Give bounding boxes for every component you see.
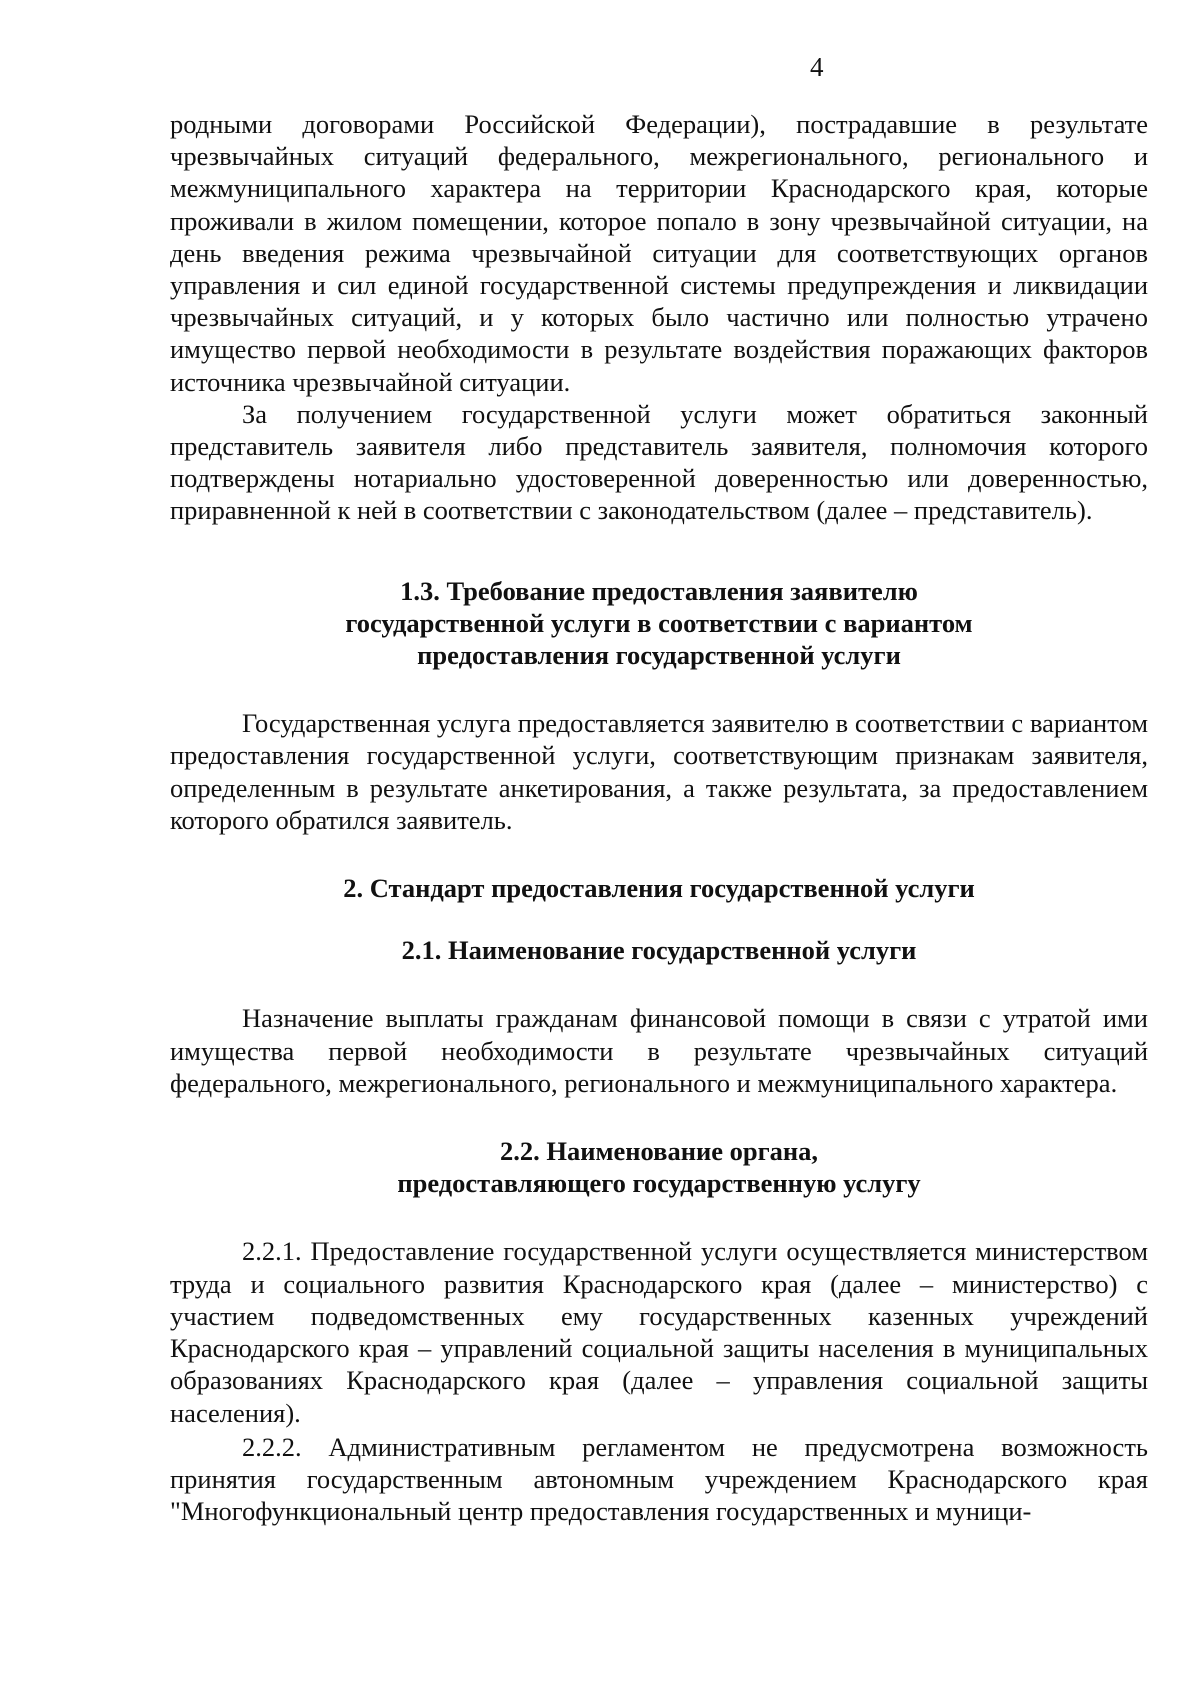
paragraph-2-2-1: 2.2.1. Предоставление государственной услуги осуществляется министерством труда и социального развития Краснодарского края (далее – министерство) с участием подведомственных ему государственных казенных учреждений Краснодарского края – управлений социальной защиты населения в муниципальных образованиях Краснодарского края (далее – управления социальной защиты населения). xyxy=(170,1236,1148,1428)
heading-2: 2. Стандарт предоставления государственной услуги xyxy=(343,873,975,904)
paragraph-representative: За получением государственной услуги может обратиться законный представитель заявителя либо представитель заявителя, полномочия которого подтверждены нотариально удостоверенной доверенностью или доверенностью, приравненной к ней в соответствии с законодательством (далее – представитель). xyxy=(170,398,1148,526)
paragraph-applicants-continuation: родными договорами Российской Федерации), пострадавшие в результате чрезвычайных ситуаций федерального, межрегионального, регионального и межмуниципального характера на территории Краснодарского края, которые проживали в жилом помещении, которое попало в зону чрезвычайной ситуации, на день введения режима чрезвычайной ситуации для соответствующих органов управления и сил единой государственной системы предупреждения и ликвидации чрезвычайных ситуаций, и у которых было частично или полностью утрачено имущество первой необходимости в результате воздействия поражающих факторов источника чрезвычайной ситуации. xyxy=(170,109,1148,397)
paragraph-2-2-2: 2.2.2. Административным регламентом не предусмотрена возможность принятия государственным автономным учреждением Краснодарского края "Многофункциональный центр предоставления государственных и муници- xyxy=(170,1431,1148,1527)
heading-1-3-line2: государственной услуги в соответствии с вариантом xyxy=(345,607,973,638)
paragraph-variant: Государственная услуга предоставляется заявителю в соответствии с вариантом предоставления государственной услуги, соответствующим признакам заявителя, определенным в результате анкетирования, а также результата, за предоставлением которого обратился заявитель. xyxy=(170,708,1148,835)
heading-2-2-line1: 2.2. Наименование органа, xyxy=(499,1136,819,1167)
page-number: 4 xyxy=(810,52,824,82)
heading-1-3-line1: 1.3. Требование предоставления заявителю xyxy=(400,575,918,606)
heading-2-2-line2: предоставляющего государственную услугу xyxy=(397,1168,921,1199)
heading-1-3 xyxy=(170,575,1148,672)
document-body xyxy=(170,108,1148,1527)
heading-1-3-line3: предоставления государственной услуги xyxy=(417,640,901,671)
heading-2-1: 2.1. Наименование государственной услуги xyxy=(401,935,917,966)
heading-2-2 xyxy=(170,1135,1148,1199)
paragraph-service-name: Назначение выплаты гражданам финансовой помощи в связи с утратой ими имущества первой необходимости в результате чрезвычайных ситуаций федерального, межрегионального, регионального и межмуниципального характера. xyxy=(170,1003,1148,1098)
